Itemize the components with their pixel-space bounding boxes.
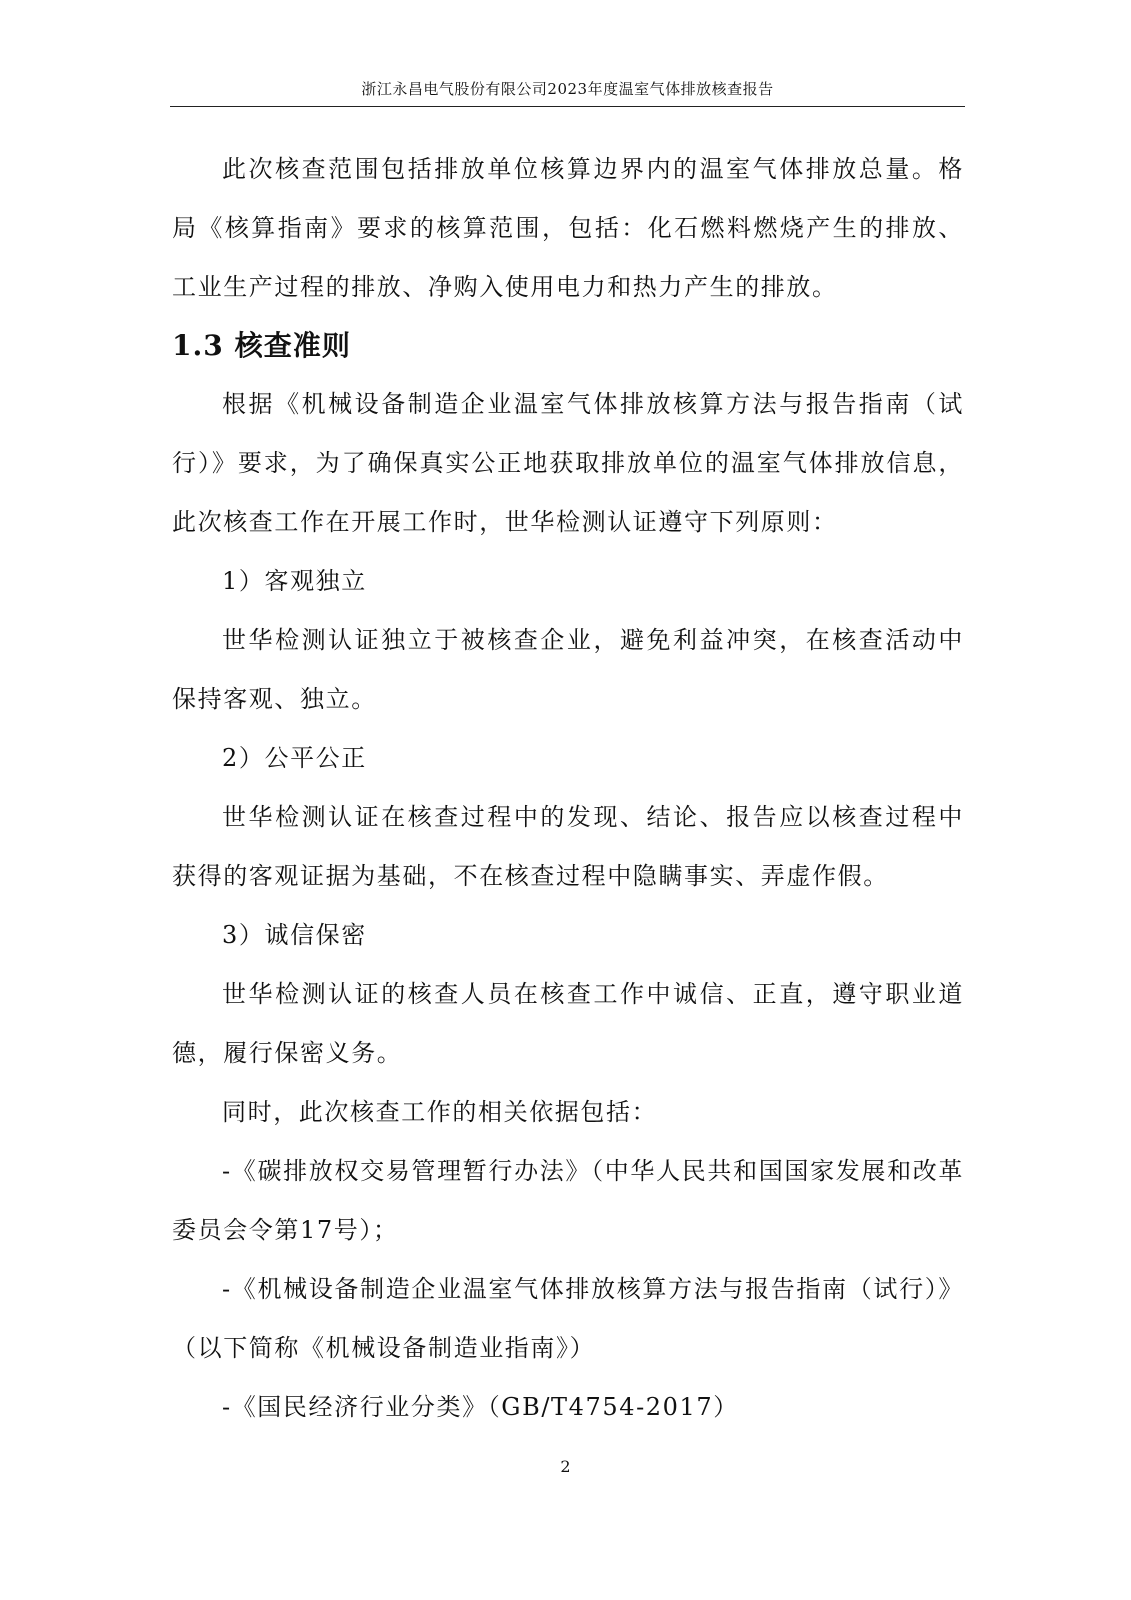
basis-item: -《机械设备制造企业温室气体排放核算方法与报告指南（试行）》（以下简称《机械设备制造业指南》） — [172, 1275, 964, 1362]
criteria-intro-paragraph: 根据《机械设备制造企业温室气体排放核算方法与报告指南（试行）》要求，为了确保真实公正地获取排放单位的温室气体排放信息，此次核查工作在开展工作时，世华检测认证遵守下列原则： — [172, 390, 964, 536]
principle-description: 世华检测认证的核查人员在核查工作中诚信、正直，遵守职业道德，履行保密义务。 — [172, 980, 964, 1067]
running-header: 浙江永昌电气股份有限公司2023年度温室气体排放核查报告 — [170, 78, 965, 107]
report-body — [172, 140, 964, 1437]
basis-item: -《国民经济行业分类》（GB/T4754-2017） — [222, 1393, 739, 1421]
principle-title: 3）诚信保密 — [222, 921, 367, 949]
scope-paragraph: 此次核查范围包括排放单位核算边界内的温室气体排放总量。格局《核算指南》要求的核算范围，包括：化石燃料燃烧产生的排放、工业生产过程的排放、净购入使用电力和热力产生的排放。 — [172, 155, 964, 301]
basis-intro-paragraph: 同时，此次核查工作的相关依据包括： — [222, 1098, 658, 1126]
basis-item: -《碳排放权交易管理暂行办法》（中华人民共和国国家发展和改革委员会令第17号）； — [172, 1157, 964, 1244]
principle-title: 1）客观独立 — [222, 567, 367, 595]
principle-description: 世华检测认证在核查过程中的发现、结论、报告应以核查过程中获得的客观证据为基础，不在核查过程中隐瞒事实、弄虚作假。 — [172, 803, 964, 890]
page-number: 2 — [560, 1457, 571, 1476]
section-heading: 1.3 核查准则 — [172, 329, 351, 362]
principle-description: 世华检测认证独立于被核查企业，避免利益冲突，在核查活动中保持客观、独立。 — [172, 626, 964, 713]
principle-title: 2）公平公正 — [222, 744, 367, 772]
